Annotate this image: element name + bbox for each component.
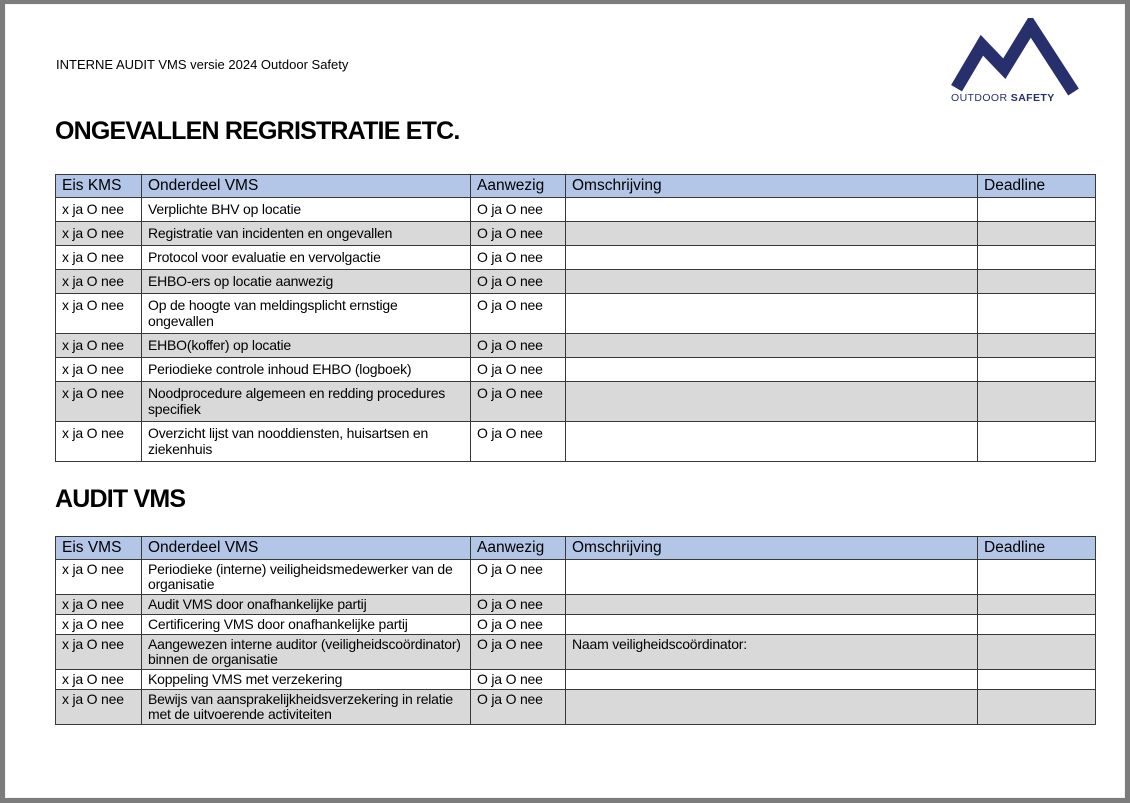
column-header-eis: Eis VMS [56,537,142,560]
cell-aanwezig: O ja O nee [471,635,566,670]
table-row [56,270,1096,294]
cell-omschrijving [566,690,978,725]
cell-omschrijving [566,560,978,595]
table-row [56,222,1096,246]
cell-eis: x ja O nee [56,270,142,294]
column-header-omschrijving: Omschrijving [566,175,978,198]
cell-deadline [978,670,1096,690]
cell-eis: x ja O nee [56,246,142,270]
table-row [56,670,1096,690]
cell-eis: x ja O nee [56,560,142,595]
cell-aanwezig: O ja O nee [471,198,566,222]
cell-eis: x ja O nee [56,422,142,462]
cell-aanwezig: O ja O nee [471,246,566,270]
cell-onderdeel: Audit VMS door onafhankelijke partij [142,595,471,615]
cell-deadline [978,222,1096,246]
cell-aanwezig: O ja O nee [471,382,566,422]
mountain-logo-icon [945,18,1085,96]
cell-omschrijving [566,422,978,462]
cell-onderdeel: Verplichte BHV op locatie [142,198,471,222]
cell-aanwezig: O ja O nee [471,222,566,246]
table-row [56,294,1096,334]
cell-eis: x ja O nee [56,334,142,358]
logo-wordmark [951,92,1085,104]
cell-onderdeel: EHBO(koffer) op locatie [142,334,471,358]
column-header-onderdeel: Onderdeel VMS [142,175,471,198]
column-header-deadline: Deadline [978,175,1096,198]
column-header-aanwezig: Aanwezig [471,175,566,198]
cell-onderdeel: Aangewezen interne auditor (veiligheidscoördinator) binnen de organisatie [142,635,471,670]
cell-eis: x ja O nee [56,382,142,422]
cell-deadline [978,198,1096,222]
table-row [56,382,1096,422]
table-row [56,690,1096,725]
cell-eis: x ja O nee [56,198,142,222]
cell-omschrijving [566,382,978,422]
table-header-row [56,537,1096,560]
column-header-aanwezig: Aanwezig [471,537,566,560]
table-row [56,422,1096,462]
cell-eis: x ja O nee [56,635,142,670]
cell-omschrijving [566,595,978,615]
cell-omschrijving [566,294,978,334]
cell-omschrijving [566,246,978,270]
section-title-ongevallen: ONGEVALLEN REGRISTRATIE ETC. [55,117,460,145]
cell-onderdeel: Protocol voor evaluatie en vervolgactie [142,246,471,270]
logo-word-outdoor: OUTDOOR [951,92,1008,104]
cell-omschrijving [566,222,978,246]
cell-eis: x ja O nee [56,222,142,246]
ongevallen-table [55,174,1096,462]
cell-aanwezig: O ja O nee [471,595,566,615]
cell-aanwezig: O ja O nee [471,334,566,358]
document-page [5,4,1125,798]
cell-deadline [978,294,1096,334]
cell-eis: x ja O nee [56,595,142,615]
cell-onderdeel: Registratie van incidenten en ongevallen [142,222,471,246]
cell-omschrijving [566,334,978,358]
cell-onderdeel: Bewijs van aansprakelijkheidsverzekering in relatie met de uitvoerende activiteiten [142,690,471,725]
audit-vms-table [55,536,1096,725]
cell-onderdeel: Op de hoogte van meldingsplicht ernstige ongevallen [142,294,471,334]
cell-onderdeel: Certificering VMS door onafhankelijke partij [142,615,471,635]
cell-aanwezig: O ja O nee [471,358,566,382]
table-row [56,615,1096,635]
column-header-deadline: Deadline [978,537,1096,560]
table-header-row [56,175,1096,198]
cell-onderdeel: Koppeling VMS met verzekering [142,670,471,690]
cell-eis: x ja O nee [56,294,142,334]
cell-omschrijving [566,198,978,222]
cell-aanwezig: O ja O nee [471,422,566,462]
cell-omschrijving [566,358,978,382]
logo-word-safety: SAFETY [1010,92,1055,104]
cell-aanwezig: O ja O nee [471,560,566,595]
cell-onderdeel: Periodieke (interne) veiligheidsmedewerker van de organisatie [142,560,471,595]
cell-eis: x ja O nee [56,670,142,690]
cell-deadline [978,270,1096,294]
table-row [56,595,1096,615]
cell-aanwezig: O ja O nee [471,294,566,334]
cell-aanwezig: O ja O nee [471,270,566,294]
cell-deadline [978,382,1096,422]
cell-eis: x ja O nee [56,690,142,725]
cell-onderdeel: EHBO-ers op locatie aanwezig [142,270,471,294]
table-row [56,560,1096,595]
cell-onderdeel: Overzicht lijst van nooddiensten, huisartsen en ziekenhuis [142,422,471,462]
cell-onderdeel: Periodieke controle inhoud EHBO (logboek) [142,358,471,382]
cell-deadline [978,422,1096,462]
cell-omschrijving: Naam veiligheidscoördinator: [566,635,978,670]
table-row [56,635,1096,670]
column-header-onderdeel: Onderdeel VMS [142,537,471,560]
section-title-audit-vms: AUDIT VMS [55,485,186,513]
cell-deadline [978,358,1096,382]
cell-deadline [978,334,1096,358]
column-header-eis: Eis KMS [56,175,142,198]
table-row [56,198,1096,222]
company-logo [945,18,1085,104]
table-row [56,246,1096,270]
cell-omschrijving [566,615,978,635]
cell-aanwezig: O ja O nee [471,690,566,725]
table-row [56,334,1096,358]
cell-deadline [978,595,1096,615]
document-header-line: INTERNE AUDIT VMS versie 2024 Outdoor Safety [56,57,349,72]
cell-deadline [978,690,1096,725]
cell-deadline [978,635,1096,670]
table-row [56,358,1096,382]
cell-omschrijving [566,270,978,294]
cell-omschrijving [566,670,978,690]
cell-aanwezig: O ja O nee [471,615,566,635]
cell-eis: x ja O nee [56,358,142,382]
cell-aanwezig: O ja O nee [471,670,566,690]
cell-onderdeel: Noodprocedure algemeen en redding procedures specifiek [142,382,471,422]
column-header-omschrijving: Omschrijving [566,537,978,560]
cell-eis: x ja O nee [56,615,142,635]
cell-deadline [978,560,1096,595]
cell-deadline [978,246,1096,270]
cell-deadline [978,615,1096,635]
